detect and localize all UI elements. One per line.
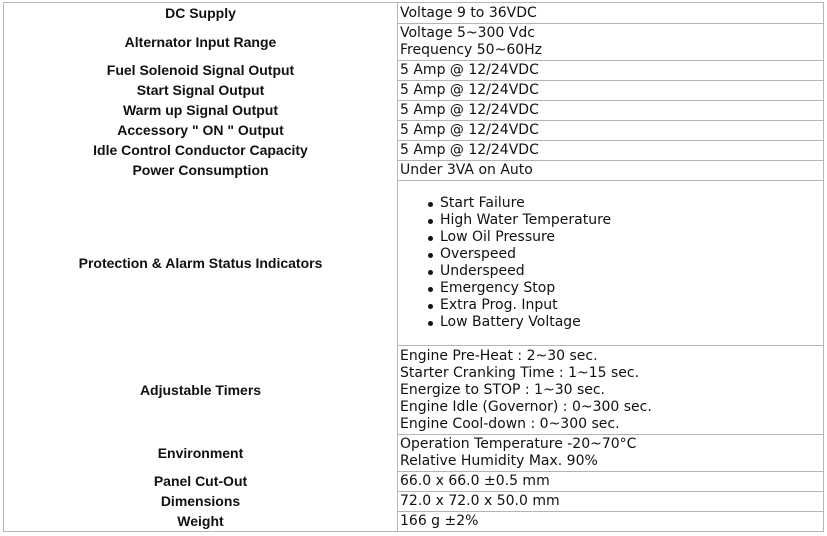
spec-table <box>3 2 824 532</box>
list-item: Low Battery Voltage <box>440 314 823 331</box>
list-item: Emergency Stop <box>440 280 823 297</box>
spec-value <box>398 80 823 100</box>
spec-value-line: Engine Pre-Heat : 2~30 sec. <box>400 347 598 364</box>
spec-label: Fuel Solenoid Signal Output <box>4 60 398 80</box>
list-item: Extra Prog. Input <box>440 297 823 314</box>
spec-value-line: 5 Amp @ 12/24VDC <box>400 122 539 138</box>
alarm-indicator-list <box>400 195 823 331</box>
spec-value <box>398 120 823 140</box>
spec-value <box>398 180 823 345</box>
spec-label: Idle Control Conductor Capacity <box>4 140 398 160</box>
spec-value-line: Operation Temperature -20~70°C <box>400 436 637 452</box>
spec-row-dimensions <box>4 491 823 511</box>
spec-value-line: Engine Cool-down : 0~300 sec. <box>400 415 620 432</box>
spec-row-start-signal <box>4 80 823 100</box>
spec-row-panel-cut-out <box>4 471 823 491</box>
spec-row-fuel-solenoid <box>4 60 823 80</box>
spec-label: Adjustable Timers <box>4 345 398 434</box>
spec-label: Accessory " ON " Output <box>4 120 398 140</box>
spec-value <box>398 511 823 531</box>
list-item: Low Oil Pressure <box>440 229 823 246</box>
spec-value-line: 5 Amp @ 12/24VDC <box>400 82 539 98</box>
spec-label: Weight <box>4 511 398 531</box>
spec-value <box>398 60 823 80</box>
spec-value-line: 5 Amp @ 12/24VDC <box>400 142 539 158</box>
spec-value-line: 5 Amp @ 12/24VDC <box>400 62 539 78</box>
spec-value <box>398 140 823 160</box>
spec-label: Protection & Alarm Status Indicators <box>4 180 398 345</box>
spec-value <box>398 100 823 120</box>
spec-value-line: Voltage 5~300 Vdc <box>400 25 535 41</box>
spec-value-line: 66.0 x 66.0 ±0.5 mm <box>400 473 550 489</box>
spec-label: Environment <box>4 434 398 471</box>
spec-value <box>398 491 823 511</box>
list-item: Underspeed <box>440 263 823 280</box>
spec-value-line: Energize to STOP : 1~30 sec. <box>400 381 606 398</box>
spec-value <box>398 434 823 471</box>
list-item: Overspeed <box>440 246 823 263</box>
spec-value <box>398 23 823 60</box>
spec-value-line: Under 3VA on Auto <box>400 162 533 178</box>
spec-label: Dimensions <box>4 491 398 511</box>
spec-label: Warm up Signal Output <box>4 100 398 120</box>
spec-value-line: Voltage 9 to 36VDC <box>400 4 537 21</box>
spec-label: Panel Cut-Out <box>4 471 398 491</box>
spec-label: Power Consumption <box>4 160 398 180</box>
spec-row-protection-alarm <box>4 180 823 345</box>
spec-value <box>398 345 823 434</box>
spec-row-weight <box>4 511 823 531</box>
spec-label: Start Signal Output <box>4 80 398 100</box>
spec-value-line: Frequency 50~60Hz <box>400 42 543 58</box>
spec-value-line: Engine Idle (Governor) : 0~300 sec. <box>400 398 652 415</box>
spec-row-adjustable-timers <box>4 345 823 434</box>
spec-row-environment <box>4 434 823 471</box>
spec-row-warm-up <box>4 100 823 120</box>
list-item: High Water Temperature <box>440 212 823 229</box>
spec-value-line: Relative Humidity Max. 90% <box>400 453 598 469</box>
spec-row-idle-control <box>4 140 823 160</box>
spec-row-accessory-on <box>4 120 823 140</box>
spec-value-line: Starter Cranking Time : 1~15 sec. <box>400 364 640 381</box>
spec-row-dc-supply <box>4 3 823 23</box>
spec-value <box>398 160 823 180</box>
spec-value <box>398 3 823 23</box>
spec-value-line: 5 Amp @ 12/24VDC <box>400 102 539 118</box>
spec-value-line: 72.0 x 72.0 x 50.0 mm <box>400 493 560 509</box>
spec-value-line: 166 g ±2% <box>400 513 479 529</box>
spec-row-alternator-input <box>4 23 823 60</box>
spec-value <box>398 471 823 491</box>
list-item: Start Failure <box>440 195 823 212</box>
spec-label: DC Supply <box>4 3 398 23</box>
spec-label: Alternator Input Range <box>4 23 398 60</box>
spec-row-power-consumption <box>4 160 823 180</box>
